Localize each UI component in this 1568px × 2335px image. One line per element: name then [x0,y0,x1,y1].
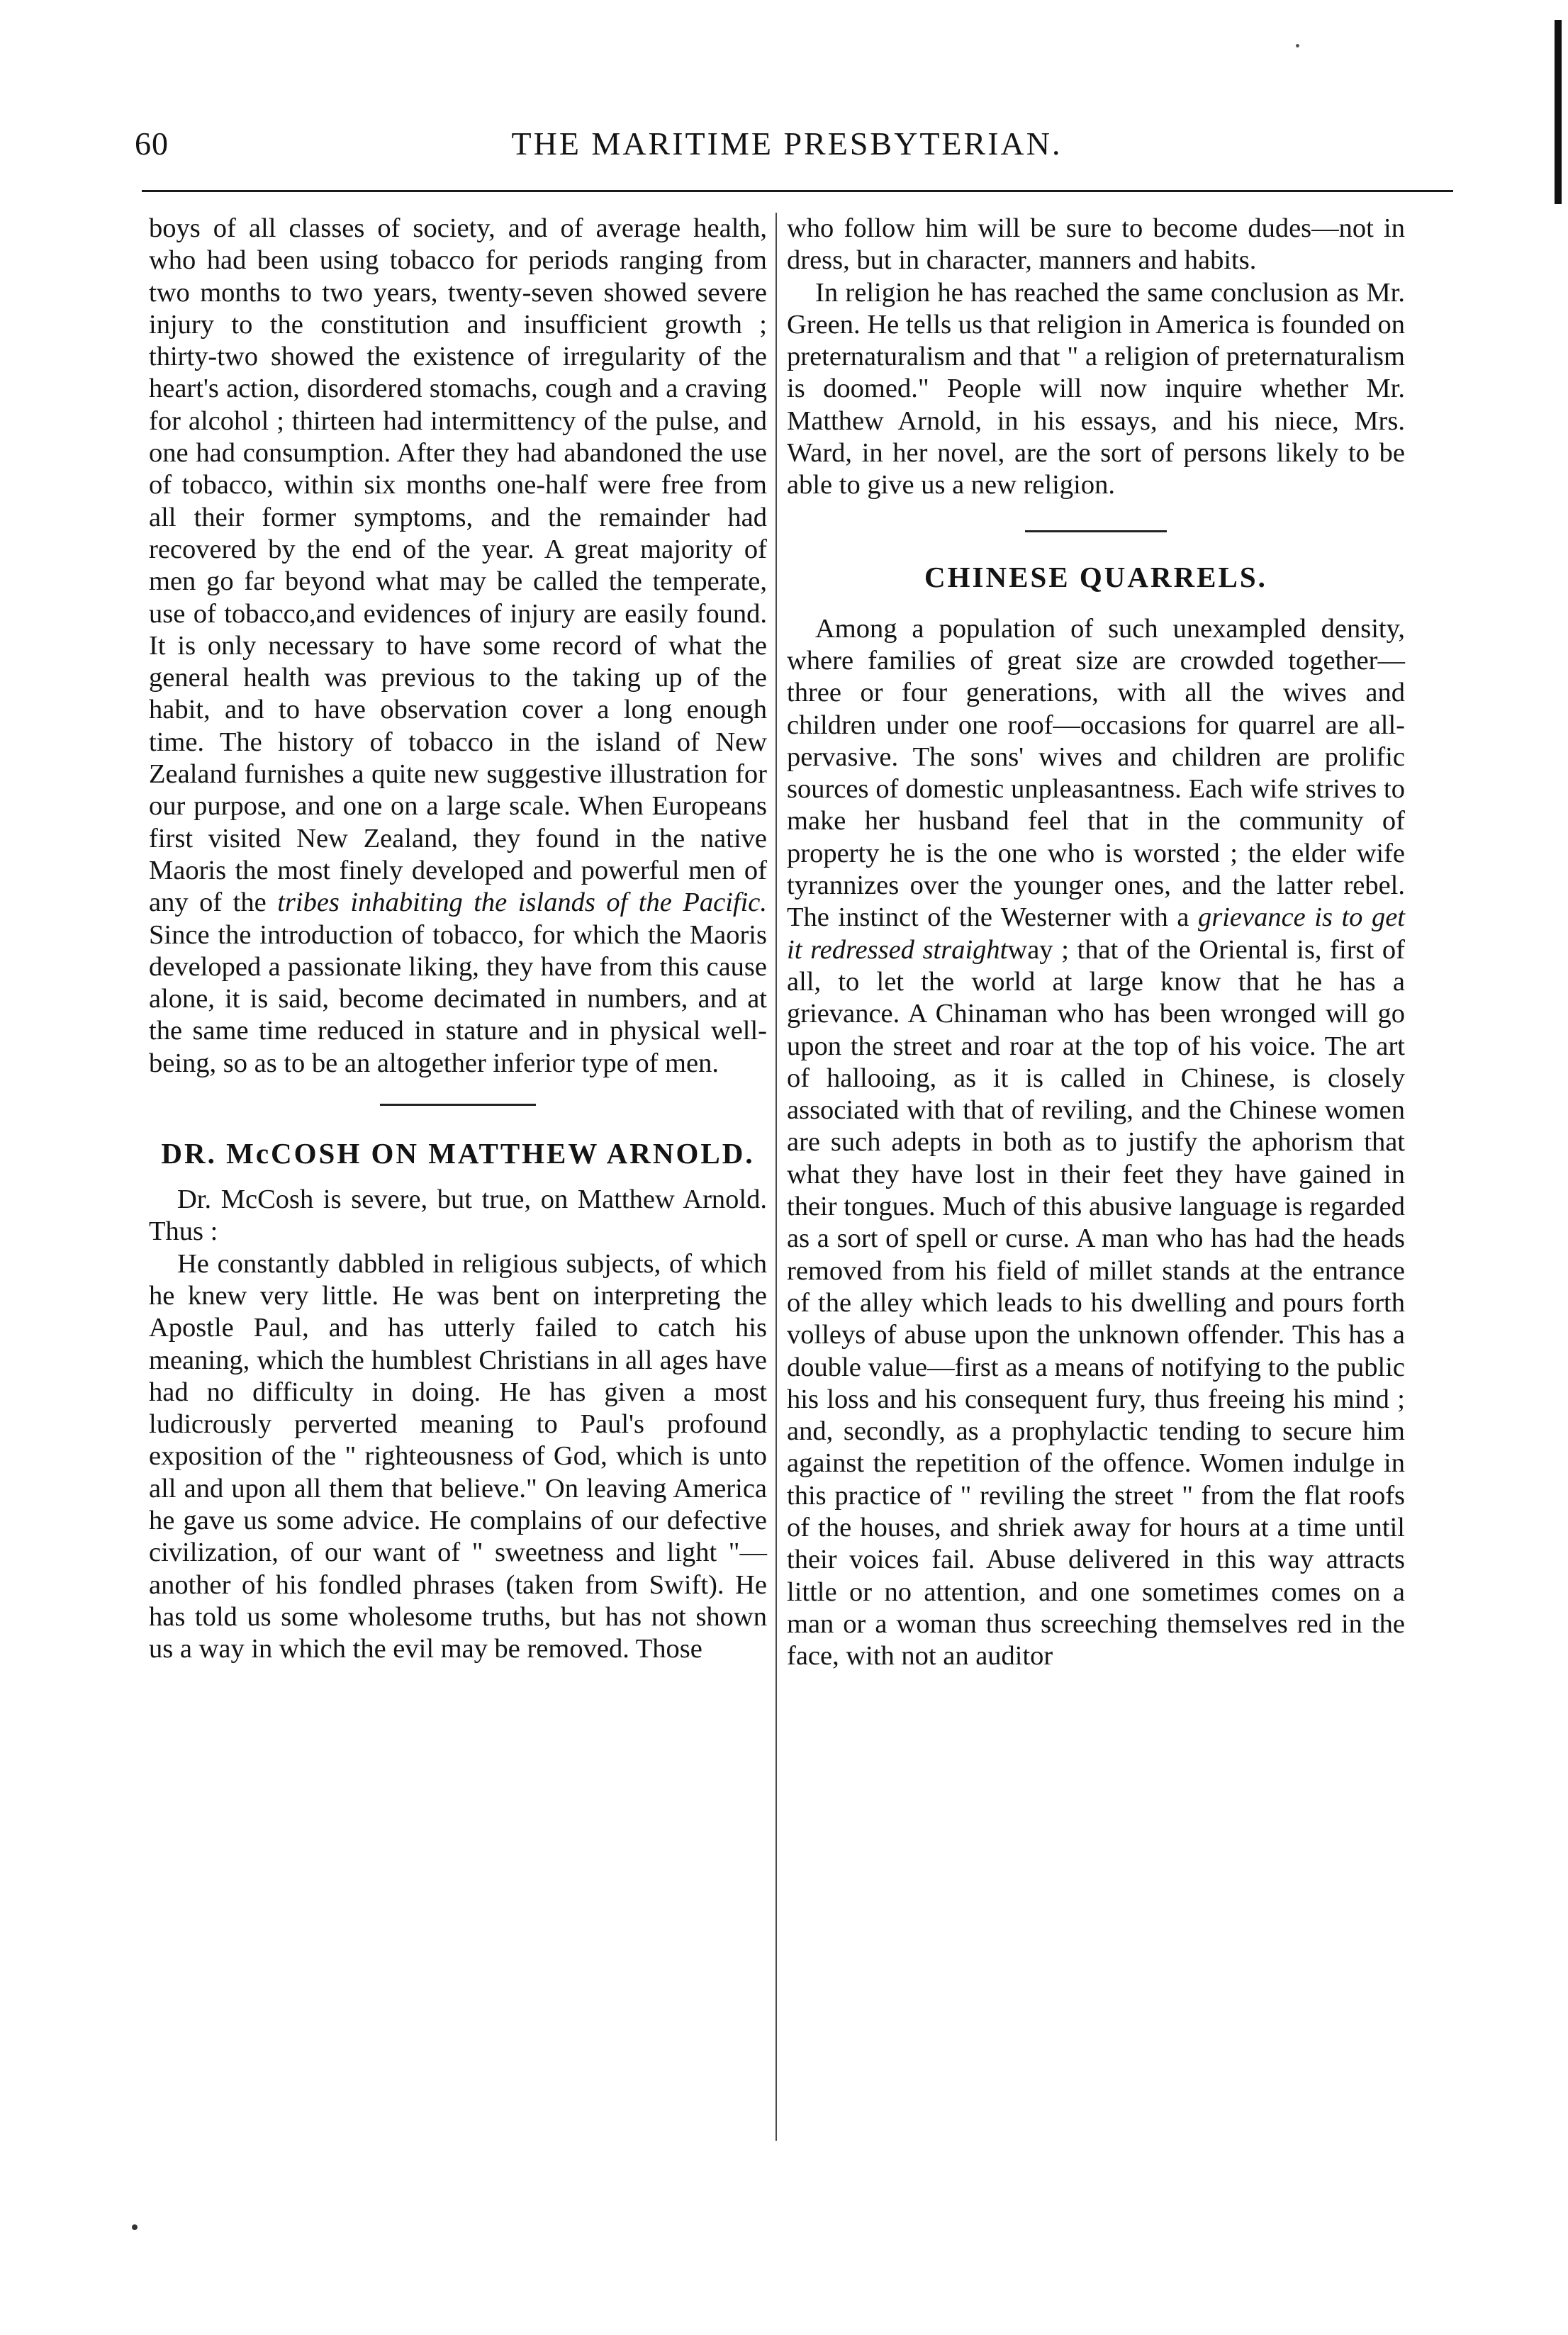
right-column [787,213,1405,1672]
chinese-body-end: way ; that of the Oriental is, first of all, to let the world at large know that he has a grievance. A Chinaman who has been wronged will go upon the street and roar at the top of his voice. The art of hallooing, as it is called in Chinese, is closely associated with that of reviling, and the Chinese women are such adepts in both as to justify the aphorism that what they have lost in their feet they have gained in their tongues. Much of this abusive language is regarded as a sort of spell or curse. A man who has had the heads removed from his field of millet stands at the entrance of the alley which leads to his dwelling and pours forth volleys of abuse upon the unknown offender. This has a double value—first as a means of notifying to the public his loss and his consequent fury, thus freeing his mind ; and, secondly, as a prophylactic tending to secure him against the repetition of the offence. Women indulge in this practice of " reviling the street " from the flat roofs of the houses, and shriek away for hours at a time until their voices fail. Abuse delivered in this way attracts little or no attention, and one sometimes comes on a man or a woman thus screeching themselves red in the face, with not an auditor [787,934,1405,1672]
header-rule [142,190,1453,192]
left-continuation-end: Since the introduction of tobacco, for which the Maoris developed a passionate liking, they have from this cause alone, it is said, become decimated in numbers, and at the same time reduced in stature and in physical well-being, so as to be an altogether inferior type of men. [149,919,767,1078]
running-title: THE MARITIME PRESBYTERIAN. [511,125,1063,162]
section-divider-rule [380,1104,536,1106]
left-continuation-text: boys of all classes of society, and of average health, who had been using tobacco for periods ranging from two months to two years, twenty-seven showed severe injury to the constitution and insufficient growth ; thirty-two showed the existence of irregularity of the heart's action, disordered stomachs, cough and a craving for alcohol ; thirteen had intermittency of the pulse, and one had consumption. After they had abandoned the use of tobacco, within six months one-half were free from all their former symptoms, and the remainder had recovered by the end of the year. A great majority of men go far beyond what may be called the temperate, use of tobacco,and evidences of injury are easily found. It is only necessary to have some record of what the general health was previous to the taking up of the habit, and to have observation cover a long enough time. The history of tobacco in the island of New Zealand furnishes a quite new suggestive illustration for our purpose, and one on a large scale. When Europeans first visited New Zealand, they found in the native Maoris the most finely developed and powerful men of any of the [149,213,767,918]
bottom-speck [132,2224,138,2230]
left-continuation-italic: tribes inhabiting the islands of the Pacific. [277,887,768,918]
column-divider [775,213,777,2141]
chinese-body-italic: grievance is to get it redressed straight [787,902,1405,965]
religion-paragraph: In religion he has reached the same conclusion as Mr. Green. He tells us that religion in America is founded on preternaturalism and that " a religion of preternaturalism is doomed." People will now inquire whether Mr. Matthew Arnold, in his essays, and his niece, Mrs. Ward, in her novel, are the sort of persons likely to be able to give us a new religion. [787,277,1405,500]
left-column [149,213,767,1665]
mccosh-quote: He constantly dabbled in religious subjects, of which he knew very little. He was bent on interpreting the Apostle Paul, and has utterly failed to catch his meaning, which the humblest Christians in all ages have had no difficulty in doing. He has given a most ludicrously perverted meaning to Paul's profound exposition of the " righteousness of God, which is unto all and upon all them that believe." On leaving America he gave us some advice. He complains of our defective civilization, of our want of " sweetness and light "— another of his fondled phrases (taken from Swift). He has told us some wholesome truths, but has not shown us a way in which the evil may be removed. Those [149,1248,767,1664]
mccosh-intro: Dr. McCosh is severe, but true, on Matthew Arnold. Thus : [149,1185,767,1247]
page-header [135,125,1439,174]
margin-bar [1555,20,1562,204]
page-number: 60 [135,125,169,162]
left-continuation-paragraph [149,213,767,1080]
chinese-quarrels-paragraph [787,613,1405,1673]
corner-speck [1296,44,1299,47]
section-heading-chinese-quarrels: CHINESE QUARRELS. [924,560,1267,593]
right-continuation-paragraph: who follow him will be sure to become dudes—not in dress, but in character, manners and habits. [787,213,1405,276]
chinese-body-start: Among a population of such unexampled density, where families of great size are crowded together—three or four generations, with all the wives and children under one roof—occasions for quarrel are all-pervasive. The sons' wives and children are prolific sources of domestic unpleasantness. Each wife strives to make her husband feel that in the community of property he is the one who is worsted ; the elder wife tyrannizes over the younger ones, and the latter rebel. The instinct of the Westerner with a [787,613,1405,933]
section-heading-mccosh: DR. McCOSH ON MATTHEW ARNOLD. [161,1137,755,1170]
section-divider-rule-right [1025,530,1167,532]
